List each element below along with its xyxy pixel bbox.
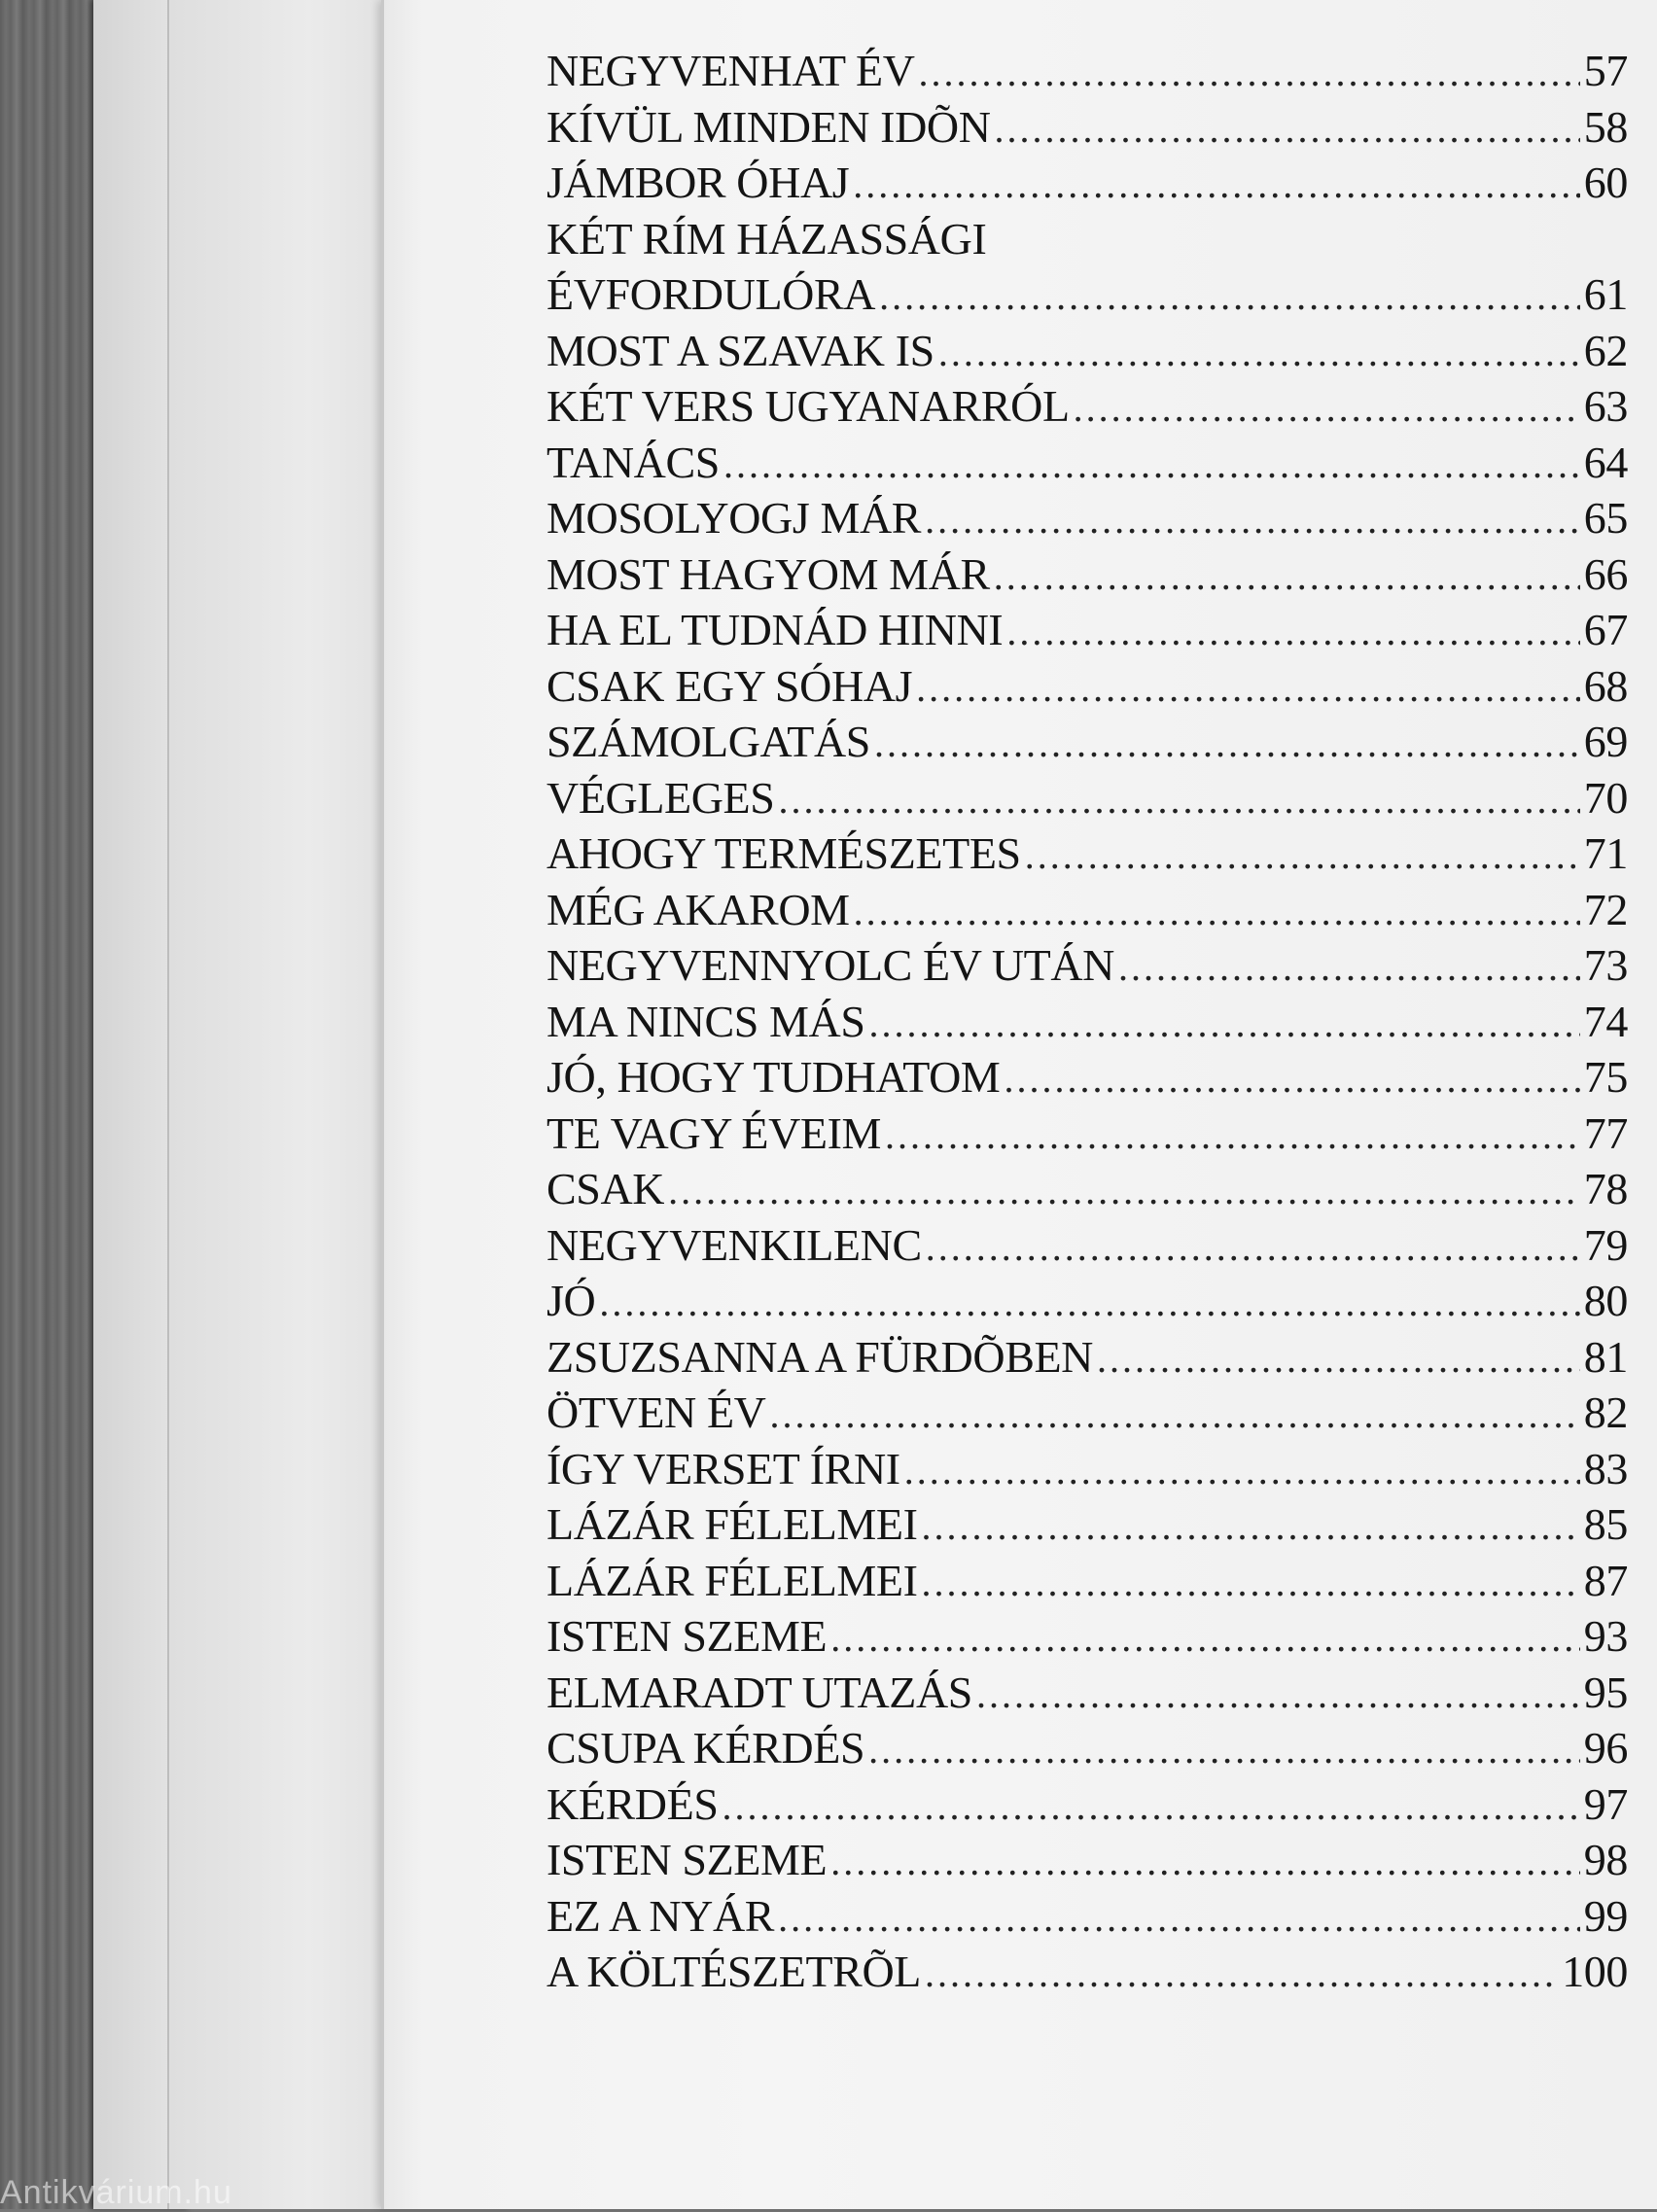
toc-entry-title: AHOGY TERMÉSZETES <box>546 828 1021 878</box>
toc-entry <box>546 770 1628 826</box>
back-page <box>167 0 403 2209</box>
toc-entry-title: ISTEN SZEME <box>546 1835 828 1884</box>
toc-entry-title: ÍGY VERSET ÍRNI <box>546 1443 900 1493</box>
toc-entry <box>546 714 1628 770</box>
toc-entry-page: 65 <box>1583 493 1628 543</box>
toc-entry-page: 83 <box>1583 1443 1628 1493</box>
toc-entry <box>546 825 1628 882</box>
toc-entry-title: TE VAGY ÉVEIM <box>546 1107 882 1158</box>
toc-entry-page: 96 <box>1583 1723 1628 1773</box>
toc-entry-title: CSUPA KÉRDÉS <box>546 1723 865 1773</box>
toc-entry <box>546 211 1628 267</box>
toc-entry-page: 82 <box>1583 1387 1628 1437</box>
toc-entry-page: 74 <box>1583 996 1628 1046</box>
toc-entry-page: 62 <box>1583 325 1628 375</box>
toc-entry <box>546 323 1628 379</box>
toc-entry <box>546 1944 1628 2000</box>
toc-entry-page: 95 <box>1583 1667 1628 1717</box>
toc-entry <box>546 1496 1628 1553</box>
toc-entry <box>546 937 1628 994</box>
toc-entry-page: 77 <box>1583 1107 1628 1158</box>
toc-entry-title: MÉG AKAROM <box>546 884 850 934</box>
toc-entry <box>546 1441 1628 1497</box>
toc-entry <box>546 1665 1628 1721</box>
toc-leader-dots <box>904 1443 1580 1499</box>
toc-entry-page: 66 <box>1583 548 1628 599</box>
toc-entry-page: 57 <box>1583 46 1628 95</box>
toc-entry-page: 99 <box>1583 1890 1628 1941</box>
toc-entry <box>546 602 1628 658</box>
toc-entry <box>546 1776 1628 1833</box>
toc-entry-page: 72 <box>1583 884 1628 934</box>
toc-leader-dots <box>723 437 1580 493</box>
toc-leader-dots <box>869 996 1580 1052</box>
toc-leader-dots <box>599 1275 1579 1331</box>
toc-entry-page: 79 <box>1583 1219 1628 1270</box>
toc-entry-page: 93 <box>1583 1611 1628 1661</box>
toc-entry-title: A KÖLTÉSZETRÕL <box>546 1947 921 1996</box>
toc-entry <box>546 378 1628 435</box>
toc-leader-dots <box>830 1834 1580 1890</box>
toc-entry <box>546 1888 1628 1945</box>
toc-leader-dots <box>919 45 1580 101</box>
toc-entry-title: JÁMBOR ÓHAJ <box>546 158 850 207</box>
toc-leader-dots <box>1006 604 1579 660</box>
toc-leader-dots <box>938 325 1580 381</box>
toc-entry <box>546 99 1628 156</box>
toc-leader-dots <box>1118 939 1580 996</box>
toc-entry <box>546 1273 1628 1329</box>
toc-entry <box>546 1217 1628 1274</box>
toc-entry <box>546 1329 1628 1386</box>
toc-entry-title: KÉRDÉS <box>546 1778 719 1829</box>
toc-entry-title: CSAK EGY SÓHAJ <box>546 660 913 711</box>
toc-leader-dots <box>874 716 1580 772</box>
toc-entry-title: ÖTVEN ÉV <box>546 1387 766 1437</box>
toc-entry-title: CSAK <box>546 1164 665 1213</box>
toc-entry-page: 87 <box>1583 1555 1628 1605</box>
toc-entry-page: 73 <box>1583 940 1628 990</box>
toc-entry-title: MA NINCS MÁS <box>546 996 865 1046</box>
toc-entry-title: KÉT RÍM HÁZASSÁGI <box>546 213 987 263</box>
toc-leader-dots <box>778 1890 1580 1947</box>
toc-entry <box>546 155 1628 211</box>
toc-entry <box>546 490 1628 546</box>
toc-entry-page: 78 <box>1583 1164 1628 1213</box>
toc-leader-dots <box>853 157 1580 213</box>
toc-entry-title: MOSOLYOGJ MÁR <box>546 493 922 543</box>
toc-entry <box>546 1106 1628 1162</box>
toc-leader-dots <box>922 1498 1580 1555</box>
toc-entry <box>546 435 1628 491</box>
toc-entry <box>546 1832 1628 1888</box>
toc-leader-dots <box>922 1555 1580 1611</box>
toc-entry-page: 64 <box>1583 437 1628 487</box>
toc-leader-dots <box>994 548 1580 605</box>
toc-entry-page: 67 <box>1583 605 1628 654</box>
toc-leader-dots <box>1074 380 1580 437</box>
toc-leader-dots <box>723 1778 1580 1835</box>
toc-entry-page: 68 <box>1583 660 1628 711</box>
toc-entry-title: ÉVFORDULÓRA <box>546 269 876 319</box>
toc-leader-dots <box>925 1946 1558 2002</box>
toc-entry-title: VÉGLEGES <box>546 772 775 823</box>
toc-entry-page: 61 <box>1583 269 1628 319</box>
toc-leader-dots <box>769 1387 1579 1443</box>
toc-entry-title: NEGYVENNYOLC ÉV UTÁN <box>546 940 1114 990</box>
toc-entry-title: TANÁCS <box>546 437 720 487</box>
toc-entry <box>546 546 1628 603</box>
toc-leader-dots <box>868 1722 1580 1778</box>
toc-entry-title: NEGYVENKILENC <box>546 1219 922 1270</box>
toc-entry-page: 63 <box>1583 381 1628 431</box>
toc-leader-dots <box>1025 827 1580 884</box>
toc-entry-title: SZÁMOLGATÁS <box>546 717 870 766</box>
toc-leader-dots <box>995 101 1580 158</box>
toc-entry <box>546 882 1628 938</box>
toc-entry <box>546 658 1628 715</box>
toc-leader-dots <box>668 1163 1580 1219</box>
toc-leader-dots <box>916 660 1580 717</box>
toc-entry <box>546 1161 1628 1217</box>
table-of-contents <box>546 43 1628 2000</box>
toc-entry-title: MOST A SZAVAK IS <box>546 325 934 375</box>
toc-entry-title: KÍVÜL MINDEN IDÕN <box>546 101 991 152</box>
toc-entry-page: 58 <box>1583 101 1628 152</box>
toc-entry-page: 70 <box>1583 772 1628 823</box>
toc-entry-page: 71 <box>1583 828 1628 878</box>
toc-entry <box>546 1553 1628 1609</box>
watermark: Antikvárium.hu <box>0 2174 232 2211</box>
toc-entry <box>546 266 1628 323</box>
toc-entry-title: LÁZÁR FÉLELMEI <box>546 1555 918 1605</box>
toc-entry-page: 81 <box>1583 1331 1628 1382</box>
toc-leader-dots <box>879 268 1580 325</box>
toc-entry <box>546 994 1628 1050</box>
toc-entry-page: 75 <box>1583 1052 1628 1102</box>
toc-entry-page: 69 <box>1583 717 1628 766</box>
toc-entry <box>546 43 1628 99</box>
toc-entry-page: 85 <box>1583 1499 1628 1549</box>
toc-entry-title: JÓ <box>546 1276 596 1325</box>
toc-entry-title: HA EL TUDNÁD HINNI <box>546 605 1004 654</box>
toc-entry <box>546 1608 1628 1665</box>
toc-entry-page: 98 <box>1583 1835 1628 1884</box>
toc-entry-title: ELMARADT UTAZÁS <box>546 1667 972 1717</box>
toc-entry <box>546 1049 1628 1106</box>
toc-entry <box>546 1720 1628 1776</box>
toc-entry-title: ZSUZSANNA A FÜRDÕBEN <box>546 1331 1093 1382</box>
toc-entry-title: LÁZÁR FÉLELMEI <box>546 1499 918 1549</box>
toc-entry-title: JÓ, HOGY TUDHATOM <box>546 1052 1001 1102</box>
toc-leader-dots <box>830 1610 1580 1667</box>
toc-entry-title: NEGYVENHAT ÉV <box>546 46 915 95</box>
toc-entry-title: MOST HAGYOM MÁR <box>546 548 990 599</box>
toc-leader-dots <box>1004 1051 1579 1107</box>
toc-entry-title: ISTEN SZEME <box>546 1611 828 1661</box>
toc-entry <box>546 1385 1628 1441</box>
toc-leader-dots <box>778 772 1579 828</box>
toc-leader-dots <box>926 1219 1580 1276</box>
toc-leader-dots <box>1097 1331 1580 1387</box>
toc-entry-page: 97 <box>1583 1778 1628 1829</box>
toc-entry-title: EZ A NYÁR <box>546 1890 775 1941</box>
toc-entry-title: KÉT VERS UGYANARRÓL <box>546 381 1070 431</box>
toc-leader-dots <box>854 884 1580 940</box>
toc-leader-dots <box>976 1667 1580 1723</box>
toc-entry-page: 100 <box>1562 1947 1628 1996</box>
toc-leader-dots <box>885 1107 1580 1164</box>
toc-entry-page: 80 <box>1583 1276 1628 1325</box>
toc-leader-dots <box>925 492 1580 548</box>
toc-entry-page: 60 <box>1583 158 1628 207</box>
